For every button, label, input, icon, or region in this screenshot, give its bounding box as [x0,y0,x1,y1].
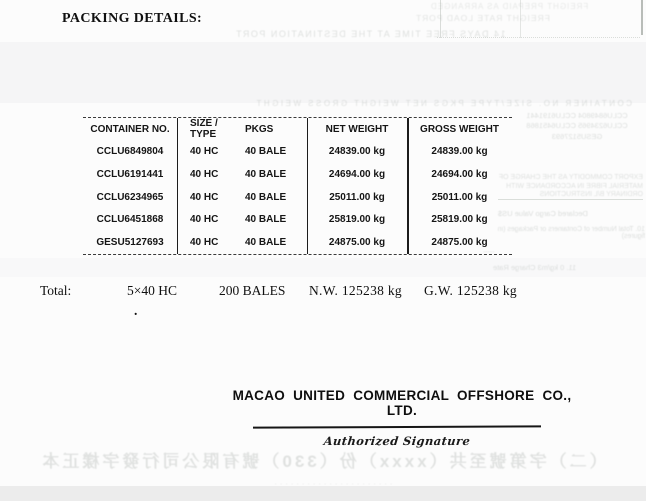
table-column-divider [307,118,308,254]
page-title: PACKING DETAILS: [62,11,203,26]
packing-table [83,117,512,255]
cell-size-type: 40 HC [190,191,219,203]
bleed-cargo-value: Declared Cargo Value US$ [498,209,588,218]
cell-pkgs: 40 BALE [245,168,287,180]
bleed-text-top-3: 14 DAYS FREE TIME AT THE DESTINATION PORT [234,29,506,39]
table-header-row [83,118,512,141]
bleed-table-header-row: CONTAINER NO. SIZE/TYPE PKGS NET WEIGHT GROSS WEIGHT [253,99,632,108]
bleed-chinese-line-2: ．．．．．．．．．．．．．．．．．．．．．． [267,479,393,486]
cell-net-weight: 25011.00 kg [329,191,385,203]
table-column-divider [407,118,409,254]
totals-label: Total: [40,283,72,298]
scan-gray-band-top [0,42,646,103]
col-header-size-type: SIZE / TYPE [190,118,218,141]
authorized-signature-label: Authorized Signature [322,434,472,448]
bleed-dashes: ----- [483,249,495,256]
cell-pkgs: 40 BALE [245,236,287,248]
bleed-containers-note: 10. Total Number of Containers or Packages (in figures) [497,226,645,240]
bleed-rate-note: 11. 0 kg/m3 Charge Rate [493,263,577,272]
company-name: MACAO UNITED COMMERCIAL OFFSHORE CO., LTD. [232,388,572,418]
col-header-gross-weight: GROSS WEIGHT [420,123,499,135]
cell-net-weight: 24875.00 kg [328,236,386,248]
totals-containers: 5×40 HC [127,283,177,298]
bleed-text-top-2: FREIGHT RATE LOAD PORT [415,13,550,23]
bleed-text-block: EXPORT COMMODITY AS THE CHARGE OF MATERIAL FIBRE IN ACCORDANCE WITH ORDINARY B/L INSTRUCTIONS [498,174,643,198]
table-row [83,231,512,254]
bleed-container-list: CCLU6849804 CCLU6191441 CCLU6234965 CCLU6451868 GESU5127693 [526,111,628,141]
cell-container-no: GESU5127693 [96,236,164,248]
scan-edge-line [641,0,643,35]
cell-size-type: 40 HC [190,168,219,180]
scan-gray-band-bottom [0,486,646,501]
cell-gross-weight: 25819.00 kg [431,214,488,226]
col-header-pkgs: PKGS [245,123,274,135]
table-row [83,186,512,209]
signature-line [253,425,541,428]
cell-gross-weight: 24839.00 kg [431,146,488,158]
cell-container-no: CCLU6849804 [96,146,164,158]
totals-gross-weight: G.W. 125238 kg [424,283,517,298]
cell-pkgs: 40 BALE [245,146,287,158]
totals-packages: 200 BALES [219,283,286,298]
cell-gross-weight: 24694.00 kg [431,168,488,180]
cell-pkgs: 40 BALE [245,191,287,203]
bleed-chinese-line: （二）字第號至共（xxxx）份（330）號有限公司行發字樣正本 [39,452,607,471]
cell-net-weight: 25819.00 kg [328,214,386,226]
table-column-divider [177,118,178,254]
bleed-rule [498,199,643,200]
cell-size-type: 40 HC [190,214,219,226]
cell-net-weight: 24839.00 kg [328,146,386,158]
cell-gross-weight: 25011.00 kg [431,191,488,203]
table-row [83,163,512,186]
cell-container-no: CCLU6191441 [96,168,164,180]
cell-size-type: 40 HC [190,236,219,248]
table-row [83,208,512,231]
cell-container-no: CCLU6234965 [96,191,164,203]
cell-net-weight: 24694.00 kg [328,168,386,180]
col-header-container-no: CONTAINER NO. [90,123,170,135]
bleed-text-top-1: FREIGHT PREPAID AS ARRANGED [430,2,589,11]
cell-container-no: CCLU6451868 [96,214,164,226]
cell-pkgs: 40 BALE [245,214,287,226]
totals-net-weight: N.W. 125238 kg [309,283,402,298]
cell-size-type: 40 HC [190,146,219,158]
cell-gross-weight: 24875.00 kg [431,236,488,248]
stray-ink-dot: . [134,303,138,318]
col-header-net-weight: NET WEIGHT [325,123,389,135]
table-row [83,141,512,164]
